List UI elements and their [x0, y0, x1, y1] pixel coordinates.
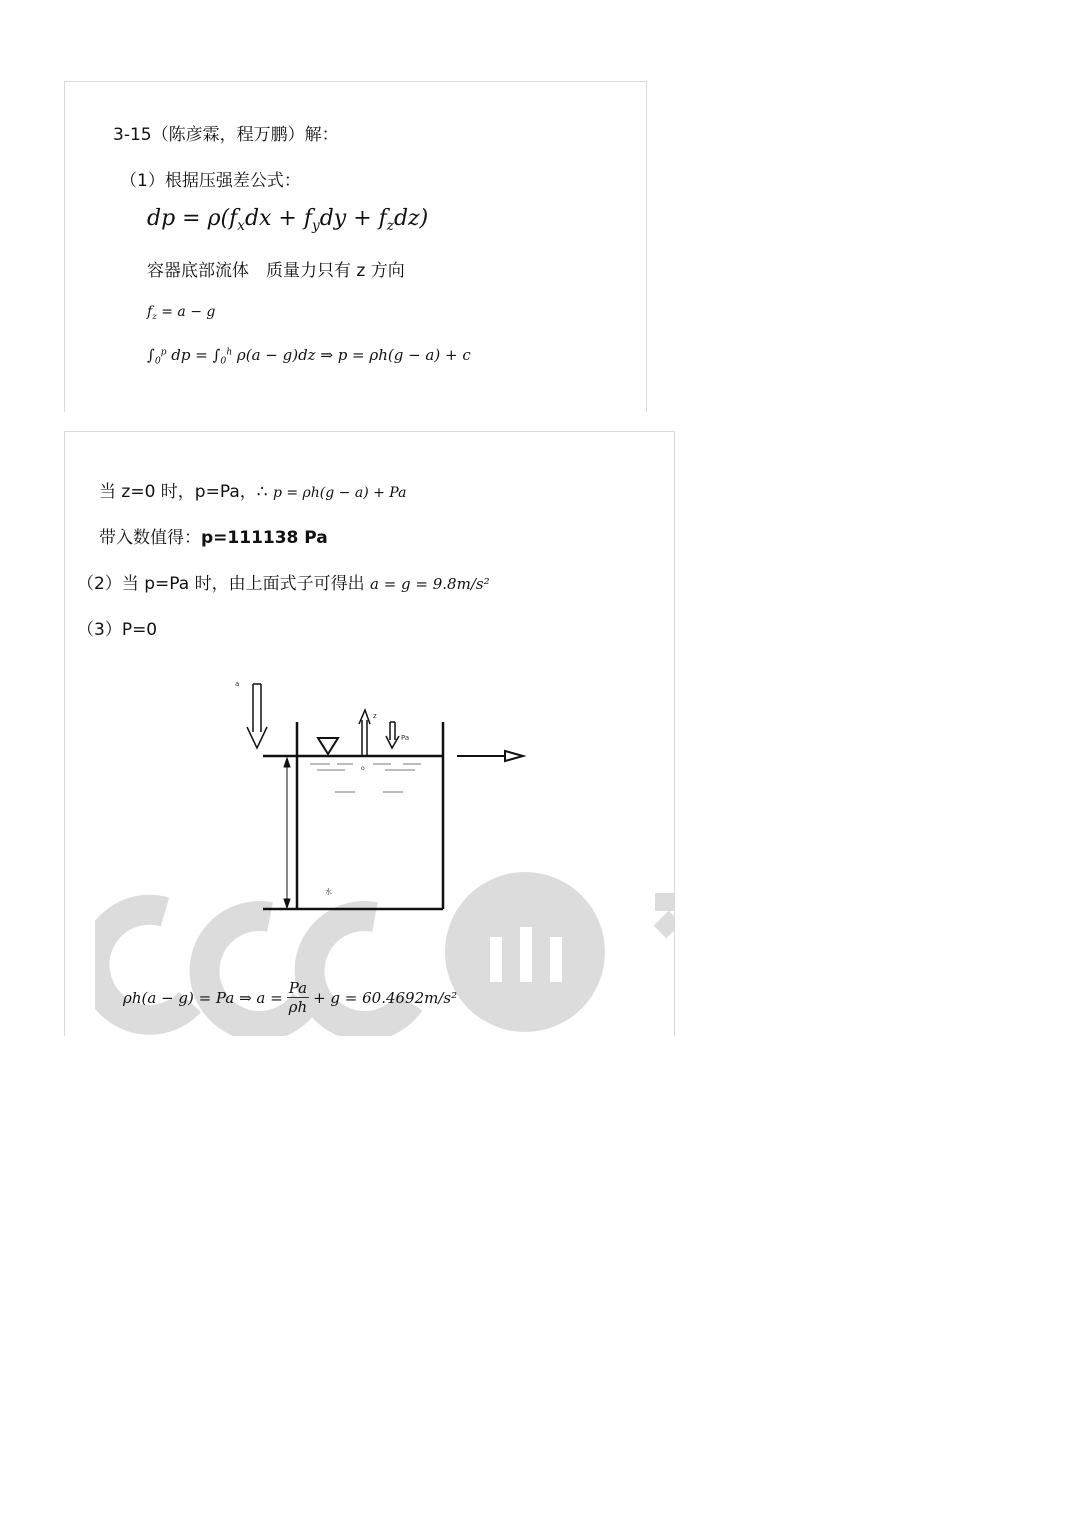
- numeric-result-line: [99, 523, 328, 548]
- final-equation-lhs: ρh(a − g) = Pa ⇒ a =: [123, 988, 283, 1007]
- fraction-denominator: ρh: [288, 997, 308, 1016]
- fraction-numerator: Pa: [288, 979, 308, 997]
- final-acceleration-equation: [123, 980, 457, 1016]
- x-axis-arrow: [457, 751, 523, 761]
- solution-panel-part1: [64, 81, 647, 412]
- water-surface-dashes: [310, 764, 421, 792]
- body-force-note: 容器底部流体 质量力只有 z 方向: [147, 261, 405, 281]
- step3-line: （3）P=0: [77, 620, 158, 640]
- origin-label: o: [361, 765, 365, 772]
- tank-diagram: [225, 672, 535, 917]
- final-equation-rhs: + g = 60.4692m/s²: [313, 988, 458, 1007]
- water-label: 水: [325, 888, 332, 896]
- z-axis-label: z: [373, 712, 377, 720]
- depth-dimension-arrow: [284, 758, 290, 908]
- acceleration-arrow: [247, 684, 267, 748]
- z0-condition-text: 当 z=0 时，p=Pa，∴: [99, 482, 268, 502]
- acceleration-label: a: [235, 680, 240, 688]
- problem-heading: 3-15（陈彦霖，程万鹏）解：: [113, 125, 339, 145]
- step2-text: （2）当 p=Pa 时，由上面式子可得出: [77, 574, 365, 594]
- numeric-result-label: 带入数值得：: [99, 528, 201, 548]
- water-surface-symbol: [318, 738, 338, 754]
- step2-formula: a = g = 9.8m/s²: [369, 575, 490, 593]
- fz-equation: $f_z = a - g$: [147, 304, 216, 323]
- z0-condition-formula: p = ρh(g − a) + Pa: [272, 485, 407, 501]
- z0-condition-line: [99, 477, 406, 502]
- solution-panel-part2: [64, 431, 675, 1036]
- pressure-label: Pa: [401, 734, 410, 742]
- pressure-differential-equation: dp = $\rho(f_xdx + f_ydy + f_zdz)$: [147, 206, 429, 234]
- step1-label: （1）根据压强差公式：: [120, 171, 301, 191]
- final-equation-fraction: [287, 980, 309, 1016]
- integral-equation: $\int_0^p$ dp = $\int_0^h$ ρ(a − g)dz ⇒ p = ρh(g − a) + c: [147, 346, 471, 367]
- numeric-result-value: p=111138 Pa: [201, 528, 328, 548]
- step2-line: [77, 569, 490, 594]
- z-axis-arrow: [359, 710, 370, 756]
- tank-outline: [263, 722, 443, 909]
- atmospheric-pressure-arrow: [386, 722, 399, 748]
